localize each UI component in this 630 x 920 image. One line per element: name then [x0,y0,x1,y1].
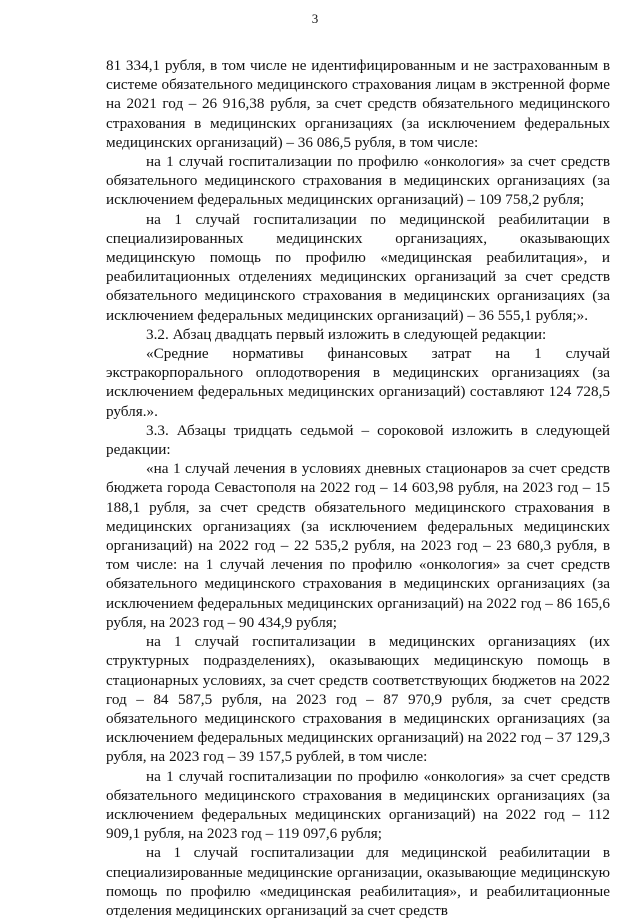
paragraph-continuation: 81 334,1 рубля, в том числе не идентифицированным и не застрахованным в системе обязательного медицинского страхования лицам в экстренной форме на 2021 год – 26 916,38 рубля, за счет средств обязательного медицинского страхования в медицинских организациях (за исключением федеральных медицинских организаций) – 36 086,5 рубля, в том числе: [106,57,610,151]
page-number: 3 [311,11,319,26]
paragraph-day-hospital: «на 1 случай лечения в условиях дневных стационаров за счет средств бюджета города Севастополя на 2022 год – 14 603,98 рубля, на 2023 год – 15 188,1 рубля, за счет средств обязательного медицинского страхования в медицинских организациях (за исключением федеральных медицинских организаций) на 2022 год – 22 535,2 рубля, на 2023 год – 23 680,3 рубля, в том числе: на 1 случай лечения по профилю «онкология» за счет средств обязательного медицинского страхования в медицинских организациях (за исключением федеральных медицинских организаций) на 2022 год – 86 165,6 рубля, на 2023 год – 90 434,9 рубля; [106,460,610,631]
paragraph-ivf-standards: «Средние нормативы финансовых затрат на 1 случай экстракорпорального оплодотворения в медицинских организациях (за исключением федеральных медицинских организаций) составляют 124 728,5 рубля.». [106,345,610,420]
paragraph-item-3-2: 3.2. Абзац двадцать первый изложить в следующей редакции: [146,325,547,343]
document-body [106,56,610,920]
paragraph-oncology-2022-2023: на 1 случай госпитализации по профилю «онкология» за счет средств обязательного медицинского страхования в медицинских организациях (за исключением федеральных медицинских организаций) на 2022 год – 112 909,1 рубля, на 2023 год – 119 097,6 рубля; [106,767,610,843]
paragraph-rehabilitation-2022-2023: на 1 случай госпитализации для медицинской реабилитации в специализированные медицинские организации, оказывающие медицинскую помощь по профилю «медицинская реабилитация», и реабилитационные отделения медицинских организаций за счет средств [106,844,610,919]
paragraph-item-3-3: 3.3. Абзацы тридцать седьмой – сороковой изложить в следующей редакции: [106,421,610,459]
paragraph-rehabilitation-hospitalization: на 1 случай госпитализации по медицинской реабилитации в специализированных медицинских организациях, оказывающих медицинскую помощь по профилю «медицинская реабилитация», и реабилитационных отделениях медицинских организаций за счет средств обязательного медицинского страхования в медицинских организациях (за исключением федеральных медицинских организаций) – 36 555,1 рубля;». [106,210,610,324]
paragraph-inpatient-hospitalization: на 1 случай госпитализации в медицинских организациях (их структурных подразделениях), оказывающих медицинскую помощь в стационарных условиях, за счет средств соответствующих бюджетов на 2022 год – 84 587,5 рубля, на 2023 год – 87 970,9 рубля, за счет средств обязательного медицинского страхования в медицинских организациях (за исключением федеральных медицинских организаций) на 2022 год – 37 129,3 рубля, на 2023 год – 39 157,5 рублей, в том числе: [106,633,610,766]
paragraph-oncology-hospitalization: на 1 случай госпитализации по профилю «онкология» за счет средств обязательного медицинского страхования в медицинских организациях (за исключением федеральных медицинских организаций) – 109 758,2 рубля; [106,153,610,209]
